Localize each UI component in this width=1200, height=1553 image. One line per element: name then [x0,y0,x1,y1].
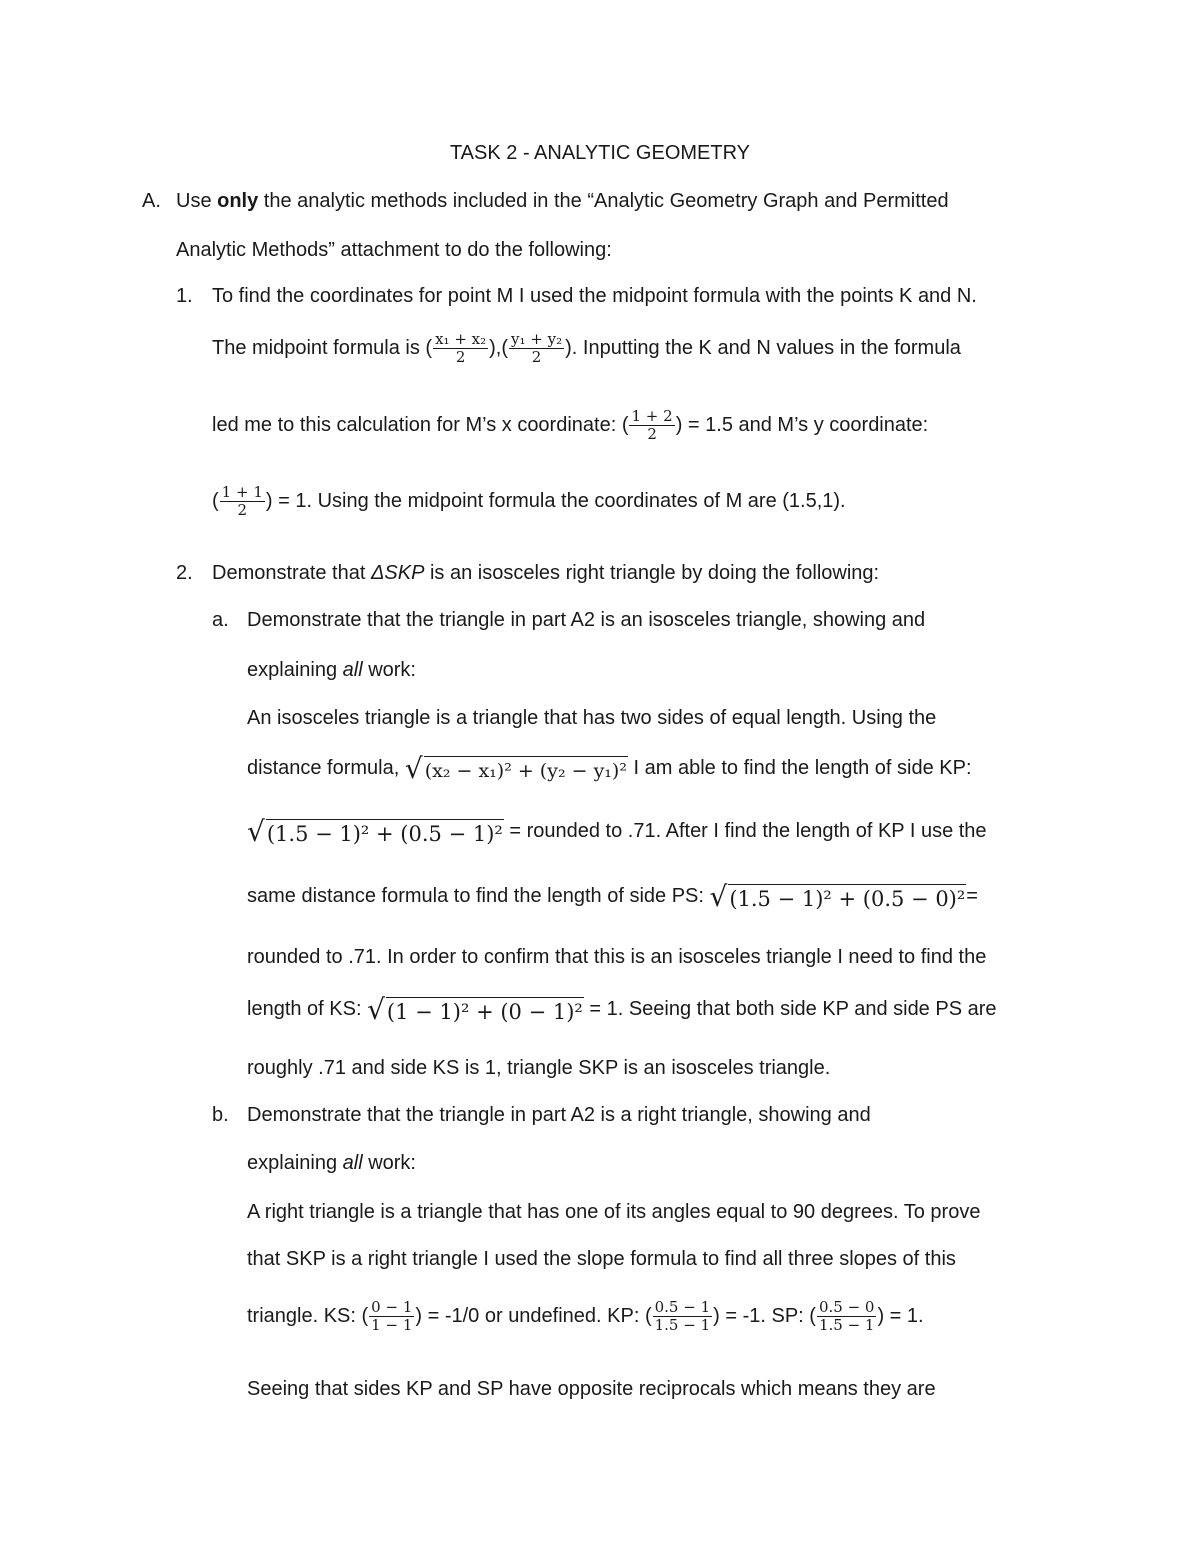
fraction-denominator: 2 [433,348,488,366]
radicand: (1 − 1)² + (0 − 1)² [386,997,584,1024]
item-1-line-3 [212,405,928,445]
section-a-marker: A. [142,190,161,212]
item-a-marker: a. [212,609,229,631]
fraction-denominator: 2 [220,501,265,519]
kp-slope-fraction [653,1299,713,1334]
radicand: (x₂ − x₁)² + (y₂ − y₁)² [424,756,628,783]
item-2-marker: 2. [176,562,193,584]
item-a-paragraph-5: rounded to .71. In order to confirm that this is an isosceles triangle I need to find the [247,946,987,968]
text-run: Use [176,190,218,212]
triangle-label: ΔSKP [370,562,425,584]
text-run: ) = 1.5 and M’s y coordinate: [675,414,929,436]
text-run: led me to this calculation for M’s x coordinate: ( [212,414,629,436]
ks-distance-formula [367,992,584,1026]
item-a-line-1: Demonstrate that the triangle in part A2 is an isosceles triangle, showing and [247,609,926,631]
item-a-paragraph-6 [247,990,997,1028]
text-run: ). Inputting the K and N values in the formula [565,337,961,359]
text-run: same distance formula to find the length of side PS: [247,885,710,907]
text-run: ) = -1. SP: ( [713,1305,816,1327]
x-calc-fraction [629,408,674,443]
text-run: = 1. Seeing that both side KP and side PS are [583,998,997,1020]
item-b-paragraph-2: that SKP is a right triangle I used the slope formula to find all three slopes of this [247,1248,956,1270]
radical-sign-icon: √ [367,992,385,1026]
radicand: (1.5 − 1)² + (0.5 − 1)² [266,819,504,846]
text-run: distance formula, [247,757,405,779]
fraction-numerator: 0.5 − 1 [654,1298,711,1317]
text-run: work: [362,659,416,681]
item-b-paragraph-3 [247,1296,924,1336]
radicand: (1.5 − 1)² + (0.5 − 0)² [728,884,966,911]
radical-sign-icon: √ [404,751,423,785]
fraction-numerator: 0 − 1 [371,1298,413,1317]
sp-slope-fraction [817,1299,877,1334]
item-b-paragraph-1: A right triangle is a triangle that has one of its angles equal to 90 degrees. To prove [247,1201,981,1223]
text-run: The midpoint formula is ( [212,337,433,359]
ps-distance-formula [709,879,966,913]
ks-slope-fraction [369,1299,414,1334]
item-a-paragraph-2 [247,750,972,786]
y-calc-fraction [220,484,265,519]
fraction-numerator: 1 + 2 [631,407,673,426]
text-run: ) = 1. Using the midpoint formula the coordinates of M are (1.5,1). [265,490,846,512]
text-run: explaining [247,1152,343,1174]
text-run: explaining [247,659,343,681]
item-2-line [212,561,879,585]
item-1-line-2 [212,328,961,368]
text-run: ),( [489,337,509,359]
text-run: ) = 1. [877,1305,924,1327]
fraction-denominator: 2 [629,425,674,443]
text-run: = rounded to .71. After I find the length of KP I use the [503,820,987,842]
fraction-denominator: 1.5 − 1 [818,1316,875,1335]
fraction-numerator: 0.5 − 0 [818,1298,875,1317]
fraction-numerator: x₁ + x₂ [435,330,487,349]
emphasis-all: all [342,1152,363,1174]
text-run: ) = -1/0 or undefined. KP: ( [415,1305,652,1327]
text-run: is an isosceles right triangle by doing the following: [424,562,880,584]
text-run: I am able to find the length of side KP: [627,757,972,779]
text-run: = [966,885,978,907]
item-b-marker: b. [212,1104,229,1126]
item-a-paragraph-1: An isosceles triangle is a triangle that has two sides of equal length. Using the [247,707,937,729]
fraction-denominator: 2 [509,348,564,366]
section-a-line-1 [176,189,949,213]
text-run: the analytic methods included in the “Analytic Geometry Graph and Permitted [258,190,949,212]
radical-sign-icon: √ [247,814,265,848]
section-a-line-2: Analytic Methods” attachment to do the following: [176,239,612,261]
item-a-paragraph-7: roughly .71 and side KS is 1, triangle SKP is an isosceles triangle. [247,1057,831,1079]
fraction-denominator: 1 − 1 [371,1316,413,1335]
kp-distance-formula [247,814,504,848]
emphasis-all: all [342,659,363,681]
item-b-line-2 [247,1151,416,1175]
item-1-marker: 1. [176,285,193,307]
item-1-line-1: To find the coordinates for point M I used the midpoint formula with the points K and N. [212,285,977,307]
text-run: length of KS: [247,998,368,1020]
midpoint-x-fraction [433,331,488,366]
text-run: ( [212,490,219,512]
emphasis-only: only [217,190,259,212]
distance-formula [404,751,628,785]
page-title: TASK 2 - ANALYTIC GEOMETRY [449,142,751,164]
item-a-paragraph-4 [247,877,978,915]
item-b-paragraph-4: Seeing that sides KP and SP have opposite reciprocals which means they are [247,1378,936,1400]
text-run: work: [362,1152,416,1174]
midpoint-y-fraction [509,331,564,366]
item-1-line-4 [212,481,846,521]
text-run: Demonstrate that [212,562,371,584]
fraction-denominator: 1.5 − 1 [654,1316,711,1335]
radical-sign-icon: √ [709,879,728,913]
item-b-line-1: Demonstrate that the triangle in part A2 is a right triangle, showing and [247,1104,871,1126]
fraction-numerator: 1 + 1 [221,483,263,502]
text-run: triangle. KS: ( [247,1305,369,1327]
item-a-paragraph-3 [247,812,987,850]
item-a-line-2 [247,658,416,682]
fraction-numerator: y₁ + y₂ [511,330,563,349]
